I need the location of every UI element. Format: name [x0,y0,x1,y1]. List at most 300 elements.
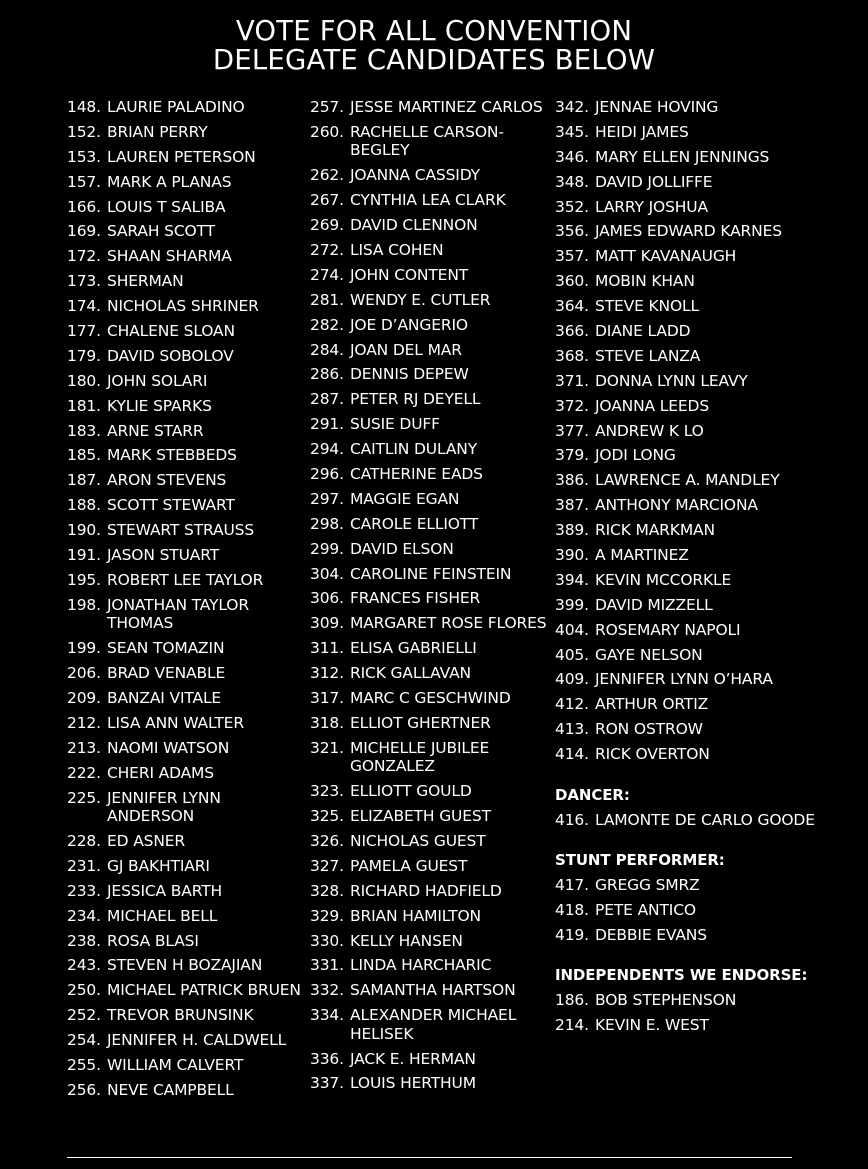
candidate-number: 254. [67,1031,101,1050]
candidate-number: 312. [310,664,344,683]
candidate-name: DAVID MIZZELL [595,595,713,614]
candidate-entry [67,496,307,515]
candidate-entry [67,1006,307,1025]
candidate-entry [67,882,307,901]
candidate-entry [555,247,855,266]
candidate-number: 327. [310,856,344,875]
candidate-number: 356. [555,222,589,241]
candidate-entry [310,123,550,160]
candidate-number: 260. [310,122,344,141]
candidate-entry [67,857,307,876]
candidate-name: JOHN CONTENT [350,265,469,284]
candidate-entry [67,932,307,951]
candidate-entry [310,291,550,310]
candidate-name: CAITLIN DULANY [350,440,478,459]
candidate-number: 368. [555,346,589,365]
candidate-name: JASON STUART [107,546,220,565]
section-heading: INDEPENDENTS WE ENDORSE: [555,966,808,985]
candidate-entry [555,621,855,640]
candidate-name: JESSICA BARTH [107,881,223,900]
candidate-entry [67,247,307,266]
candidate-name: JACK E. HERMAN [350,1049,476,1068]
candidate-entry [67,98,307,117]
candidate-entry [310,857,550,876]
candidate-entry [310,166,550,185]
candidate-name: BRIAN HAMILTON [350,906,481,925]
candidate-name: ANTHONY MARCIONA [595,496,758,515]
candidate-entry [555,471,855,490]
candidate-number: 294. [310,440,344,459]
candidate-entry [67,173,307,192]
candidate-name: PAMELA GUEST [350,856,468,875]
candidate-number: 419. [555,925,589,944]
candidate-entry [310,639,550,658]
candidate-name: SARAH SCOTT [107,222,215,241]
candidate-name: MICHELLE JUBILEE GONZALEZ [350,738,490,776]
candidate-entry [555,123,855,142]
candidate-entry [67,272,307,291]
candidate-entry [310,490,550,509]
candidate-entry [310,782,550,801]
candidate-name: MARK STEBBEDS [107,446,237,465]
candidate-number: 311. [310,639,344,658]
candidate-entry [555,347,855,366]
candidate-name: LAUREN PETERSON [107,147,256,166]
candidate-name: MICHAEL PATRICK BRUEN [107,981,301,1000]
candidate-name: JENNIFER H. CALDWELL [107,1031,287,1050]
candidate-number: 191. [67,546,101,565]
candidate-name: LAURIE PALADINO [107,98,245,116]
candidate-name: GAYE NELSON [595,645,703,664]
candidate-column-3 [555,98,855,1041]
candidate-name: ELLIOTT GOULD [350,782,472,801]
candidate-entry [67,571,307,590]
candidate-number: 206. [67,664,101,683]
candidate-number: 157. [67,172,101,191]
candidate-number: 255. [67,1055,101,1074]
candidate-name: PETE ANTICO [595,901,696,920]
candidate-entry [67,1031,307,1050]
candidate-name: JOANNA LEEDS [595,396,710,415]
candidate-name: GJ BAKHTIARI [107,856,210,875]
candidate-name: BRAD VENABLE [107,664,226,683]
candidate-entry [555,98,855,117]
candidate-entry [67,907,307,926]
candidate-name: ALEXANDER MICHAEL HELISEK [350,1006,517,1043]
candidate-number: 212. [67,713,101,732]
candidate-number: 166. [67,197,101,216]
candidate-name: NICHOLAS GUEST [350,831,486,850]
candidate-name: A MARTINEZ [595,546,689,565]
candidate-name: KEVIN MCCORKLE [595,570,732,589]
candidate-number: 336. [310,1049,344,1068]
candidate-entry [310,390,550,409]
section-heading: STUNT PERFORMER: [555,851,725,870]
candidate-number: 274. [310,265,344,284]
candidate-entry [555,222,855,241]
candidate-entry [555,272,855,291]
candidate-number: 172. [67,247,101,266]
candidate-name: ARNE STARR [107,421,204,440]
candidate-entry [67,689,307,708]
candidate-number: 323. [310,782,344,801]
candidate-name: LAMONTE DE CARLO GOODE [595,810,815,829]
candidate-entry [310,415,550,434]
candidate-entry [555,372,855,391]
candidate-number: 195. [67,570,101,589]
candidate-number: 386. [555,471,589,490]
candidate-entry [67,981,307,1000]
candidate-entry [310,907,550,926]
candidate-entry [310,981,550,1000]
candidate-entry [67,422,307,441]
candidate-number: 352. [555,197,589,216]
candidate-entry [310,216,550,235]
candidate-entry [555,496,855,515]
candidate-number: 357. [555,247,589,266]
candidate-entry [555,173,855,192]
candidate-number: 346. [555,147,589,166]
candidate-entry [67,297,307,316]
candidate-number: 318. [310,713,344,732]
candidate-name: CHALENE SLOAN [107,322,235,341]
candidate-number: 413. [555,720,589,739]
candidate-entry [67,789,307,826]
candidate-number: 267. [310,191,344,210]
candidate-number: 284. [310,340,344,359]
title-line-1: VOTE FOR ALL CONVENTION [235,15,633,47]
candidate-entry [67,446,307,465]
candidate-name: MARC C GESCHWIND [350,688,511,707]
candidate-number: 256. [67,1080,101,1099]
candidate-number: 348. [555,172,589,191]
candidate-name: WENDY E. CUTLER [350,290,491,309]
candidate-name: ROBERT LEE TAYLOR [107,570,264,589]
candidate-entry [555,1016,855,1035]
candidate-number: 169. [67,222,101,241]
candidate-entry [555,546,855,565]
candidate-number: 345. [555,122,589,141]
candidate-entry [67,832,307,851]
candidate-name: RACHELLE CARSON-BEGLEY [350,122,504,160]
candidate-number: 342. [555,98,589,116]
candidate-number: 214. [555,1016,589,1035]
candidate-number: 296. [310,464,344,483]
candidate-name: JOHN SOLARI [107,371,208,390]
candidate-name: TREVOR BRUNSINK [107,1006,254,1025]
candidate-name: JOAN DEL MAR [350,340,462,359]
candidate-entry [555,422,855,441]
candidate-name: LOUIS T SALIBA [107,197,226,216]
candidate-name: ELISA GABRIELLI [350,639,477,658]
candidate-number: 394. [555,570,589,589]
candidate-entry [310,739,550,776]
candidate-entry [310,565,550,584]
candidate-name: MICHAEL BELL [107,906,218,925]
candidate-number: 173. [67,272,101,291]
candidate-name: STEVEN H BOZAJIAN [107,956,263,975]
candidate-name: ANDREW K LO [595,421,704,440]
candidate-name: NEVE CAMPBELL [107,1080,234,1099]
candidate-entry [310,1050,550,1069]
candidate-number: 404. [555,620,589,639]
candidate-entry [555,876,855,895]
candidate-number: 187. [67,471,101,490]
candidate-number: 298. [310,514,344,533]
candidate-name: ELLIOT GHERTNER [350,713,491,732]
candidate-number: 330. [310,931,344,950]
candidate-entry [555,322,855,341]
candidate-name: SHAAN SHARMA [107,247,232,266]
candidate-number: 412. [555,695,589,714]
candidate-number: 281. [310,290,344,309]
candidate-number: 186. [555,991,589,1010]
candidate-number: 282. [310,315,344,334]
candidate-number: 291. [310,415,344,434]
candidate-entry [310,241,550,260]
candidate-number: 152. [67,122,101,141]
candidate-name: SCOTT STEWART [107,496,235,515]
candidate-entry [310,664,550,683]
candidate-name: SAMANTHA HARTSON [350,981,516,1000]
candidate-entry [67,471,307,490]
candidate-number: 417. [555,876,589,895]
candidate-number: 183. [67,421,101,440]
candidate-number: 243. [67,956,101,975]
candidate-number: 328. [310,881,344,900]
candidate-name: DAVID JOLLIFFE [595,172,713,191]
candidate-name: JONATHAN TAYLOR THOMAS [107,595,249,633]
candidate-number: 372. [555,396,589,415]
candidate-number: 389. [555,521,589,540]
candidate-number: 321. [310,738,344,757]
candidate-entry [310,341,550,360]
candidate-entry [310,832,550,851]
candidate-name: STEVE KNOLL [595,297,700,316]
candidate-name: ROSA BLASI [107,931,199,950]
candidate-entry [310,365,550,384]
candidate-entry [310,316,550,335]
candidate-name: LOUIS HERTHUM [350,1074,476,1093]
candidate-name: JENNIFER LYNN O’HARA [595,670,773,689]
candidate-number: 262. [310,166,344,185]
candidate-name: MARK A PLANAS [107,172,232,191]
candidate-name: JOE D’ANGERIO [350,315,468,334]
candidate-entry [555,646,855,665]
candidate-number: 418. [555,901,589,920]
candidate-entry [67,764,307,783]
candidate-name: JESSE MARTINEZ CARLOS [350,98,543,116]
candidate-name: DONNA LYNN LEAVY [595,371,748,390]
candidate-number: 181. [67,396,101,415]
candidate-number: 153. [67,147,101,166]
candidate-number: 250. [67,981,101,1000]
candidate-entry [67,739,307,758]
candidate-entry [555,446,855,465]
candidate-number: 317. [310,688,344,707]
candidate-entry [67,664,307,683]
candidate-number: 287. [310,390,344,409]
candidate-number: 337. [310,1074,344,1093]
candidate-entry [67,1056,307,1075]
candidate-number: 222. [67,763,101,782]
candidate-number: 366. [555,322,589,341]
candidate-entry [555,596,855,615]
candidate-name: MATT KAVANAUGH [595,247,737,266]
candidate-number: 213. [67,738,101,757]
candidate-entry [67,123,307,142]
candidate-entry [310,440,550,459]
candidate-number: 252. [67,1006,101,1025]
candidate-column-2 [310,98,550,1099]
candidate-name: NICHOLAS SHRINER [107,297,259,316]
candidate-entry [310,882,550,901]
page-title [0,17,868,75]
candidate-entry [310,191,550,210]
candidate-name: LAWRENCE A. MANDLEY [595,471,780,490]
candidate-name: ELIZABETH GUEST [350,807,491,826]
candidate-name: MAGGIE EGAN [350,489,460,508]
candidate-number: 228. [67,831,101,850]
candidate-name: RICK GALLAVAN [350,664,471,683]
candidate-name: STEWART STRAUSS [107,521,255,540]
candidate-name: MOBIN KHAN [595,272,695,291]
candidate-entry [310,266,550,285]
candidate-number: 364. [555,297,589,316]
candidate-number: 148. [67,98,101,116]
candidate-entry [310,956,550,975]
candidate-name: LINDA HARCHARIC [350,956,492,975]
candidate-entry [555,991,855,1010]
candidate-number: 174. [67,297,101,316]
candidate-entry [67,198,307,217]
candidate-number: 306. [310,589,344,608]
candidate-name: ARTHUR ORTIZ [595,695,709,714]
candidate-number: 377. [555,421,589,440]
candidate-name: DEBBIE EVANS [595,925,707,944]
candidate-name: JAMES EDWARD KARNES [595,222,782,241]
candidate-name: RON OSTROW [595,720,703,739]
candidate-number: 329. [310,906,344,925]
candidate-entry [67,372,307,391]
candidate-number: 332. [310,981,344,1000]
candidate-number: 379. [555,446,589,465]
candidate-name: LARRY JOSHUA [595,197,708,216]
candidate-name: FRANCES FISHER [350,589,481,608]
candidate-entry [555,695,855,714]
candidate-entry [310,465,550,484]
candidate-entry [67,347,307,366]
candidate-entry [310,1006,550,1043]
candidate-entry [310,714,550,733]
candidate-entry [310,689,550,708]
candidate-name: MARY ELLEN JENNINGS [595,147,770,166]
candidate-entry [67,546,307,565]
candidate-number: 399. [555,595,589,614]
candidate-entry [555,198,855,217]
candidate-name: DIANE LADD [595,322,691,341]
candidate-name: KEVIN E. WEST [595,1016,709,1035]
section-heading: DANCER: [555,785,630,804]
candidate-entry [310,540,550,559]
candidate-number: 409. [555,670,589,689]
candidate-number: 390. [555,546,589,565]
candidate-number: 360. [555,272,589,291]
candidate-entry [555,670,855,689]
candidate-name: DAVID SOBOLOV [107,346,234,365]
candidate-number: 299. [310,539,344,558]
bottom-divider [67,1157,792,1158]
candidate-entry [555,720,855,739]
candidate-entry [67,956,307,975]
candidate-entry [555,571,855,590]
candidate-name: ROSEMARY NAPOLI [595,620,741,639]
candidate-name: JENNIFER LYNN ANDERSON [107,788,221,826]
candidate-name: RICHARD HADFIELD [350,881,502,900]
candidate-entry [555,811,855,830]
candidate-entry [67,222,307,241]
candidate-number: 233. [67,881,101,900]
candidate-name: ED ASNER [107,831,186,850]
candidate-name: JENNAE HOVING [595,98,719,116]
candidate-entry [67,322,307,341]
candidate-number: 188. [67,496,101,515]
candidate-entry [310,515,550,534]
candidate-number: 234. [67,906,101,925]
candidate-name: KELLY HANSEN [350,931,463,950]
candidate-name: DENNIS DEPEW [350,365,469,384]
candidate-name: LISA COHEN [350,240,444,259]
candidate-name: RICK OVERTON [595,745,710,764]
candidate-number: 331. [310,956,344,975]
candidate-entry [555,521,855,540]
candidate-entry [310,932,550,951]
candidate-entry [555,901,855,920]
candidate-name: CHERI ADAMS [107,763,214,782]
candidate-name: WILLIAM CALVERT [107,1055,244,1074]
candidate-number: 179. [67,346,101,365]
candidate-number: 177. [67,322,101,341]
candidate-number: 257. [310,98,344,116]
candidate-name: JOANNA CASSIDY [350,166,480,185]
candidate-number: 387. [555,496,589,515]
candidate-name: DAVID CLENNON [350,216,478,235]
candidate-name: KYLIE SPARKS [107,396,212,415]
candidate-name: LISA ANN WALTER [107,713,244,732]
candidate-name: CAROLINE FEINSTEIN [350,564,512,583]
candidate-name: CYNTHIA LEA CLARK [350,191,506,210]
candidate-name: DAVID ELSON [350,539,454,558]
candidate-name: STEVE LANZA [595,346,701,365]
candidate-entry [555,297,855,316]
candidate-name: PETER RJ DEYELL [350,390,481,409]
candidate-number: 325. [310,807,344,826]
candidate-number: 180. [67,371,101,390]
candidate-entry [310,807,550,826]
title-line-2: DELEGATE CANDIDATES BELOW [212,44,656,76]
candidate-entry [67,521,307,540]
candidate-number: 416. [555,810,589,829]
candidate-number: 326. [310,831,344,850]
candidate-entry [67,639,307,658]
candidate-entry [310,1074,550,1093]
candidate-name: SUSIE DUFF [350,415,440,434]
candidate-name: NAOMI WATSON [107,738,230,757]
candidate-entry [310,98,550,117]
candidate-name: BRIAN PERRY [107,122,208,141]
candidate-number: 190. [67,521,101,540]
candidate-name: SHERMAN [107,272,184,291]
